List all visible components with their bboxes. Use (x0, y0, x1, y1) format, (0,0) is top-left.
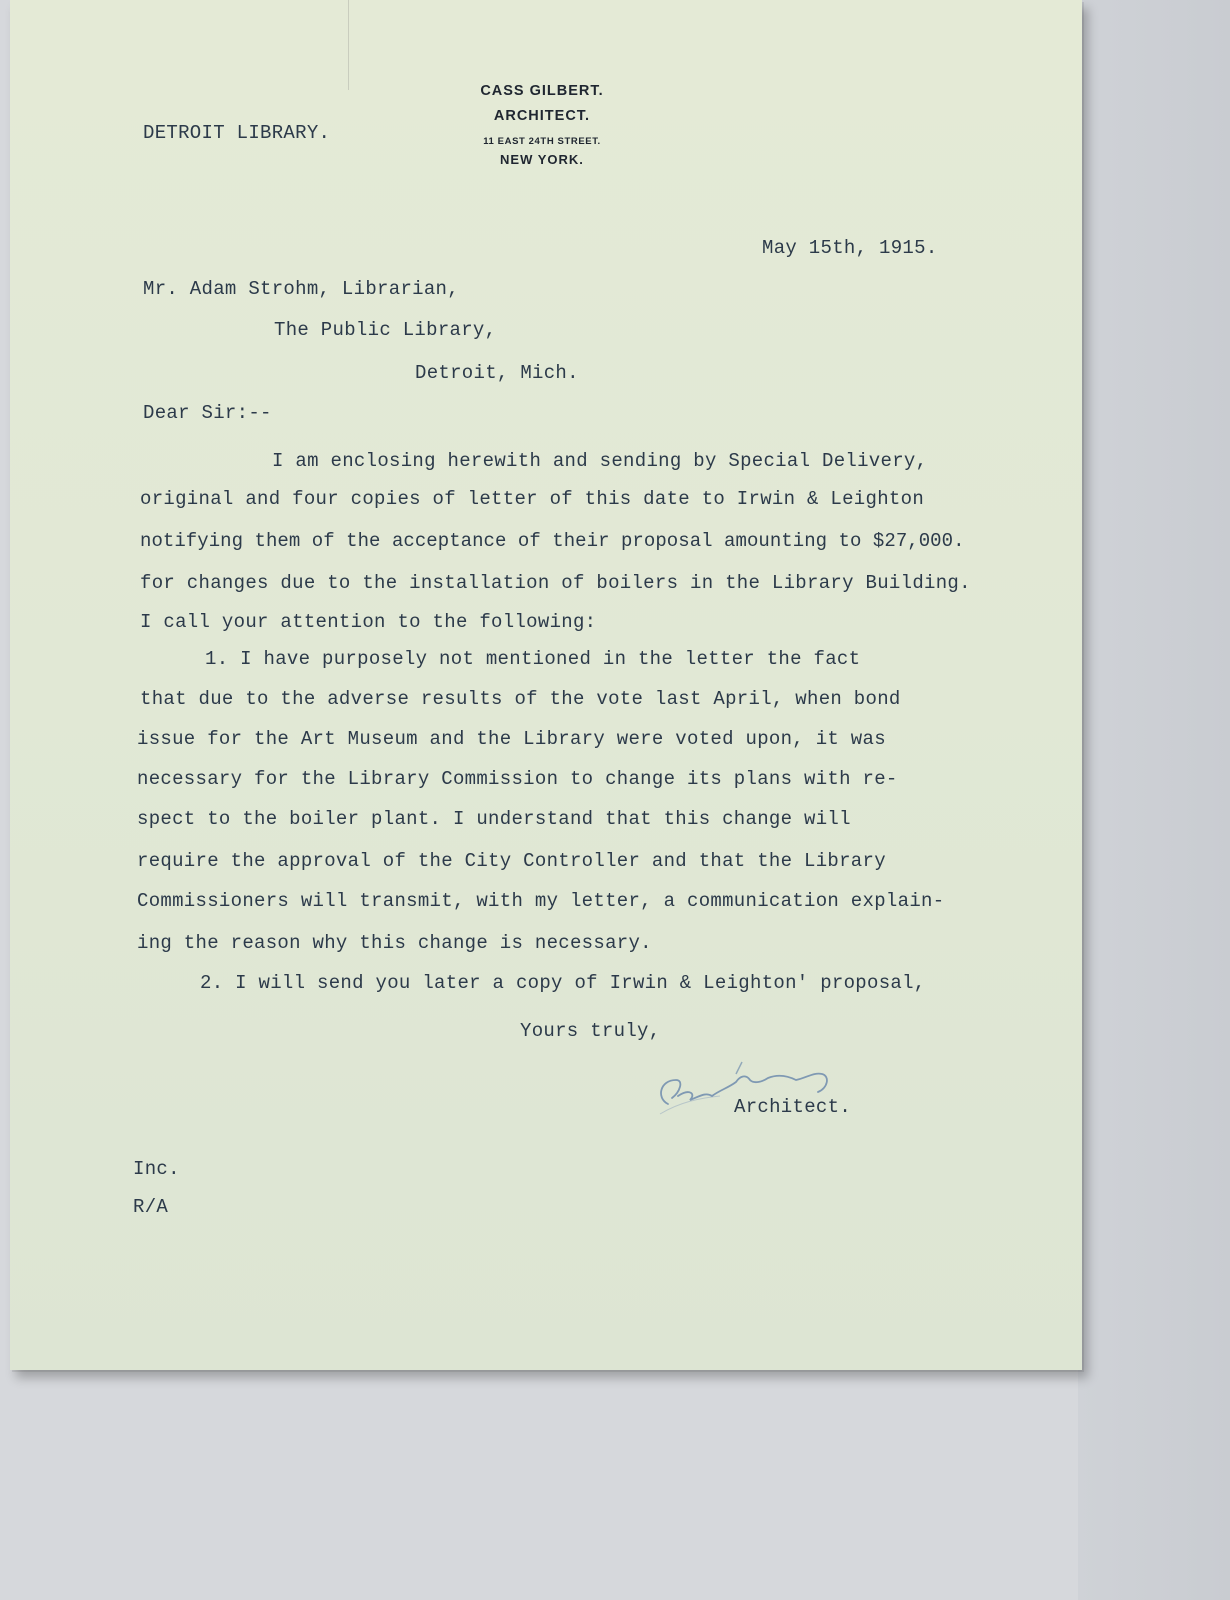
address-line-3: Detroit, Mich. (415, 362, 579, 384)
address-line-1: Mr. Adam Strohm, Librarian, (143, 278, 459, 300)
letter-date: May 15th, 1915. (762, 237, 938, 259)
letterhead-street: 11 EAST 24TH STREET. (483, 136, 601, 147)
closing: Yours truly, (520, 1020, 661, 1042)
salutation: Dear Sir:-- (143, 402, 272, 424)
body-line: I call your attention to the following: (140, 611, 597, 633)
body-line: spect to the boiler plant. I understand that this change will (137, 808, 851, 830)
letterhead-city: NEW YORK. (500, 152, 584, 167)
letterhead-title: ARCHITECT. (493, 108, 591, 124)
body-line: that due to the adverse results of the vote last April, when bond (140, 688, 901, 710)
address-line-2: The Public Library, (274, 319, 497, 341)
signer-title: Architect. (734, 1096, 852, 1118)
body-line: for changes due to the installation of boilers in the Library Building. (140, 572, 971, 594)
background-strip (1078, 0, 1230, 1600)
body-line: original and four copies of letter of this date to Irwin & Leighton (140, 488, 925, 510)
body-line: issue for the Art Museum and the Library were voted upon, it was (137, 728, 886, 750)
paper-crease (348, 0, 349, 90)
body-line: I am enclosing herewith and sending by Special Delivery, (272, 450, 928, 472)
body-line: notifying them of the acceptance of their proposal amounting to $27,000. (140, 530, 965, 552)
body-line: ing the reason why this change is necessary. (137, 932, 652, 954)
body-line: necessary for the Library Commission to change its plans with re- (137, 768, 898, 790)
file-label: DETROIT LIBRARY. (143, 122, 331, 144)
body-line: Commissioners will transmit, with my letter, a communication explain- (137, 890, 945, 912)
enclosure-note: Inc. (133, 1158, 180, 1180)
letterhead-name: CASS GILBERT. (480, 83, 604, 99)
body-line: 1. I have purposely not mentioned in the letter the fact (205, 648, 861, 670)
typist-initials: R/A (133, 1196, 169, 1218)
body-line: require the approval of the City Controller and that the Library (137, 850, 886, 872)
body-line: 2. I will send you later a copy of Irwin & Leighton' proposal, (200, 972, 926, 994)
